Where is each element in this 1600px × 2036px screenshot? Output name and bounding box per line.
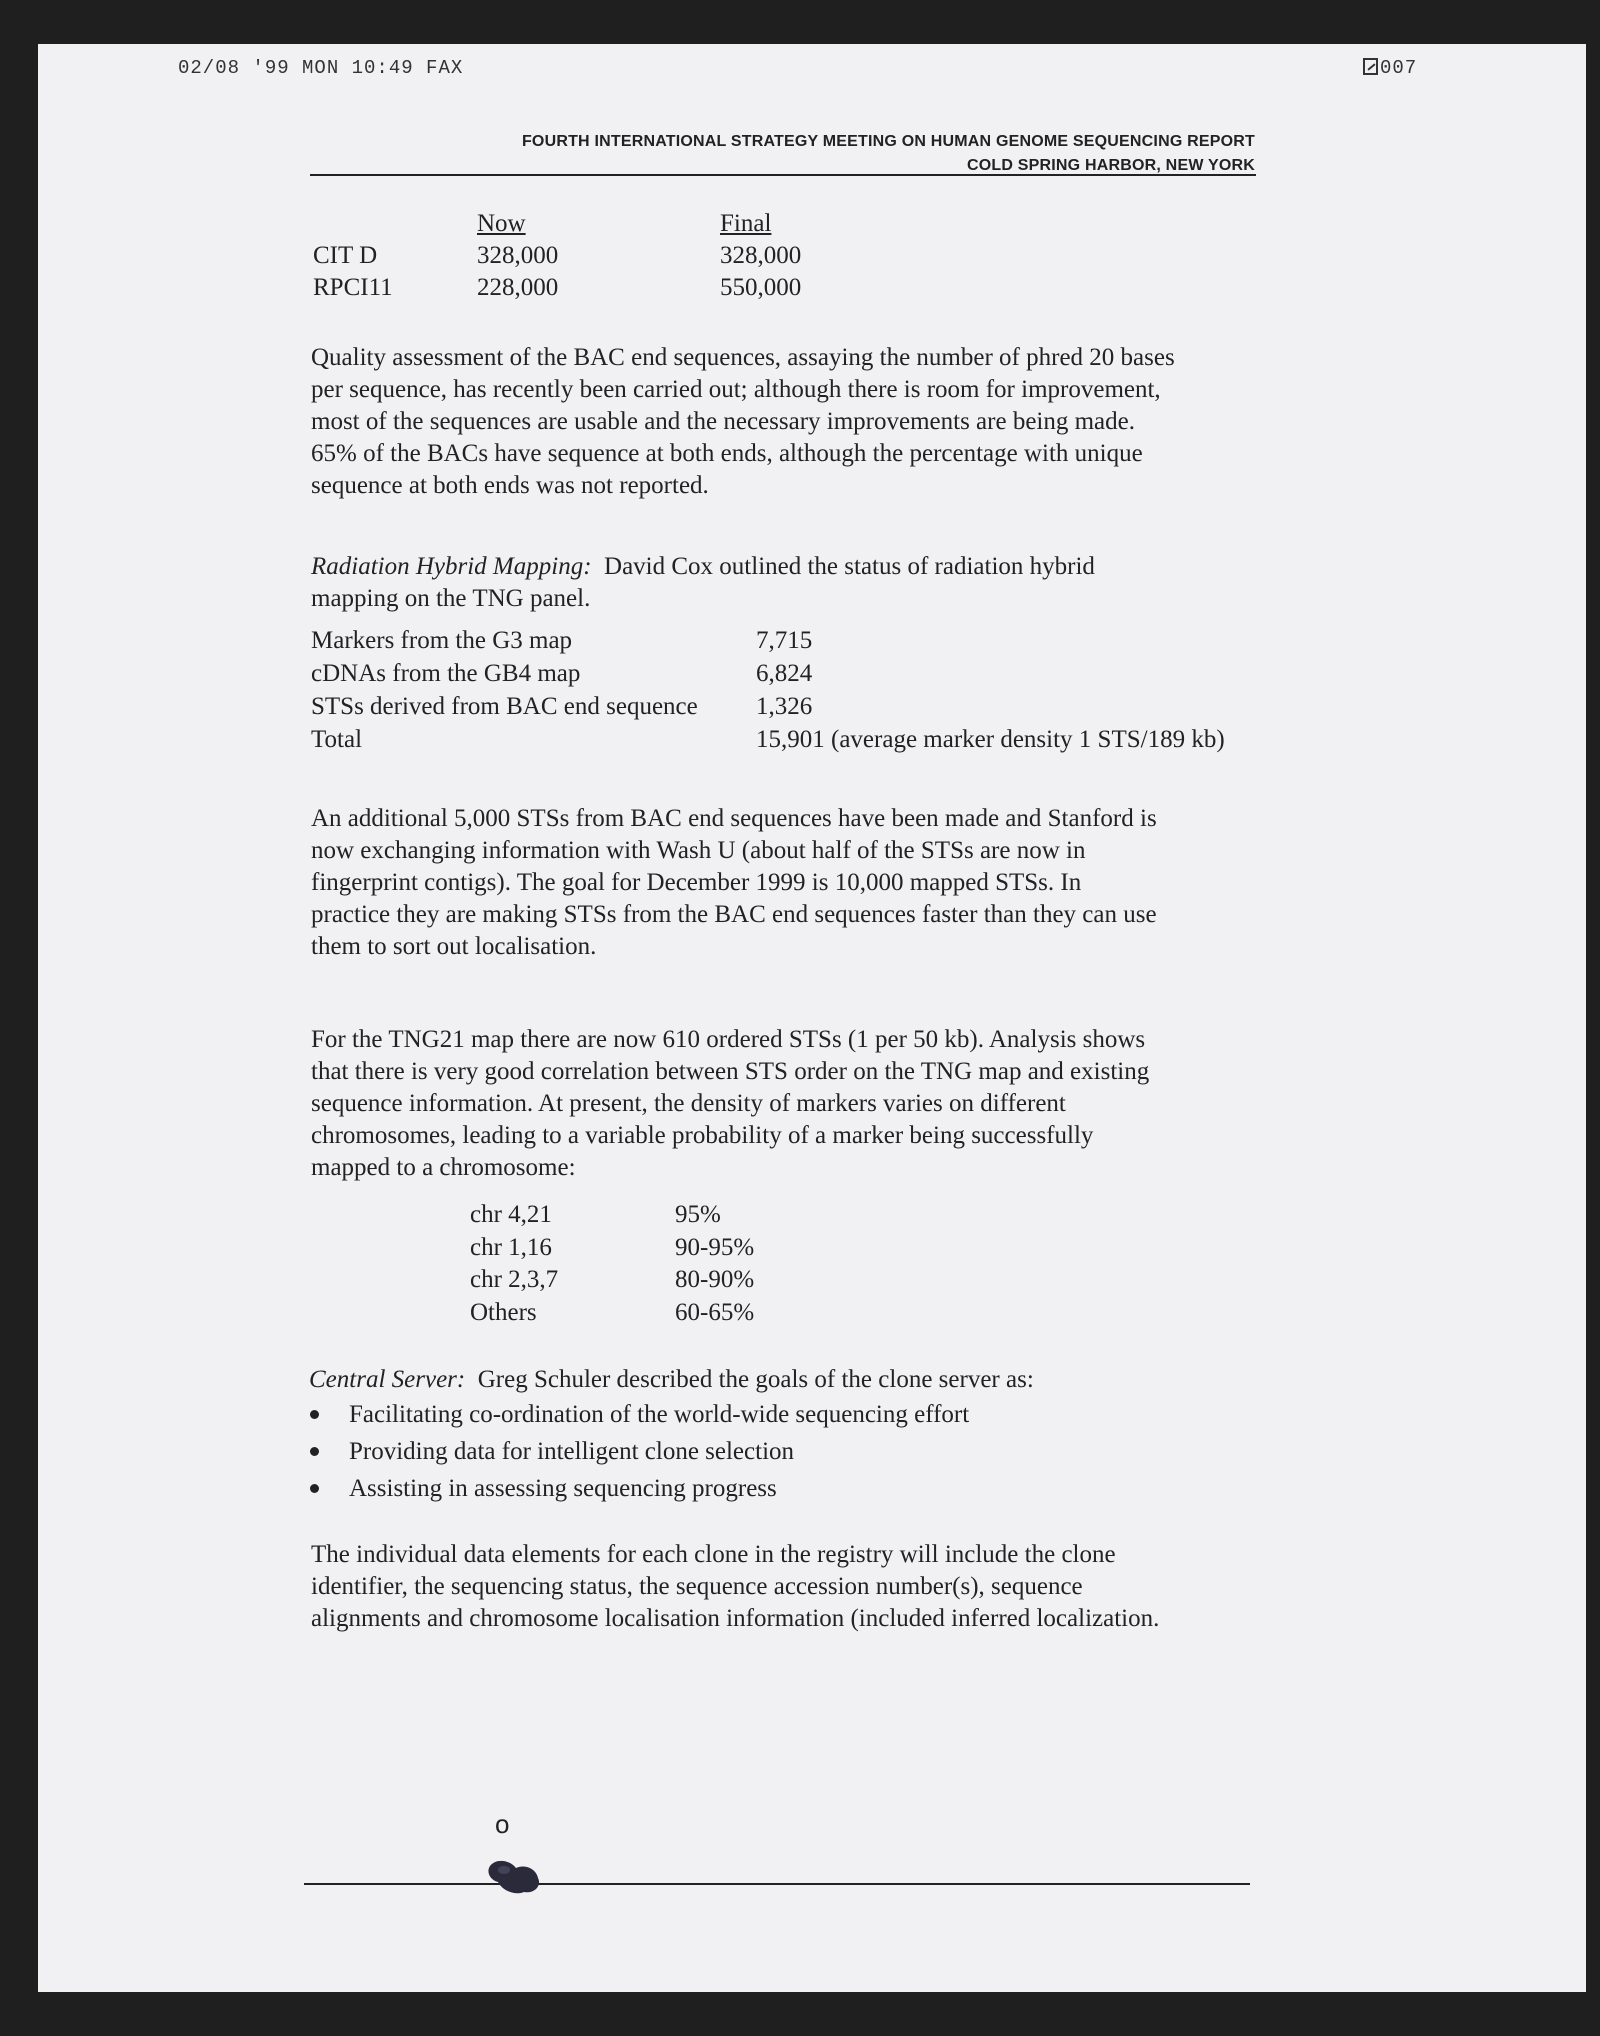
radiation-intro: [311, 551, 1095, 583]
radiation-heading: Radiation Hybrid Mapping:: [311, 553, 592, 580]
bullet-icon: [310, 1447, 319, 1456]
radiation-row-value: 6,824: [756, 660, 813, 687]
chromosome-label: chr 1,16: [470, 1234, 552, 1261]
radiation-row-value: 15,901 (average marker density 1 STS/189 kb): [756, 726, 1225, 753]
header-rule: [310, 174, 1256, 176]
central-server-bullet: Providing data for intelligent clone selection: [349, 1438, 795, 1465]
data-elements-paragraph: The individual data elements for each clone in the registry will include the clone identifier, the sequencing status, the sequence accession number(s), sequence alignments and chromosome localisation information (included inferred localization.: [311, 1541, 1160, 1632]
radiation-row-label: Total: [311, 726, 363, 753]
fax-page-number: 007: [1380, 57, 1418, 79]
chromosome-label: chr 2,3,7: [470, 1266, 559, 1293]
fax-timestamp: 02/08 '99 MON 10:49 FAX: [178, 57, 464, 79]
radiation-intro-line1: David Cox outlined the status of radiation hybrid: [604, 553, 1095, 580]
report-location: COLD SPRING HARBOR, NEW YORK: [967, 157, 1255, 174]
fax-page-number-group: [1363, 57, 1417, 79]
sts-paragraph: An additional 5,000 STSs from BAC end sequences have been made and Stanford is now exchanging information with Wash U (about half of the STSs are now in fingerprint contigs). The goal for December 1999 is 10,000 mapped STSs. In practice they are making STSs from the BAC end sequences faster than they can use them to sort out localisation.: [311, 805, 1157, 960]
bac-row-final: 328,000: [720, 242, 802, 269]
radiation-row-value: 7,715: [756, 627, 813, 654]
radiation-row-label: cDNAs from the GB4 map: [311, 660, 581, 687]
chromosome-percent: 80-90%: [675, 1266, 755, 1293]
central-server-intro: [309, 1364, 1034, 1396]
radiation-row-value: 1,326: [756, 693, 813, 720]
chromosome-percent: 60-65%: [675, 1299, 755, 1326]
footer-rule: [304, 1883, 1250, 1885]
report-title: FOURTH INTERNATIONAL STRATEGY MEETING ON HUMAN GENOME SEQUENCING REPORT: [521, 133, 1255, 150]
radiation-intro-line2: mapping on the TNG panel.: [311, 585, 591, 612]
radiation-row-label: Markers from the G3 map: [311, 627, 573, 654]
document-page: [38, 44, 1586, 1992]
bac-row-now: 328,000: [477, 242, 559, 269]
central-server-intro-text: Greg Schuler described the goals of the clone server as:: [477, 1366, 1034, 1393]
radiation-row-label: STSs derived from BAC end sequence: [311, 693, 698, 720]
bac-row-label: CIT D: [313, 242, 378, 269]
bac-header-now: Now: [477, 210, 526, 237]
footer-page-mark: o: [495, 1809, 510, 1839]
chromosome-label: Others: [470, 1299, 537, 1326]
bac-row-final: 550,000: [720, 274, 802, 301]
central-server-bullet: Facilitating co-ordination of the world-wide sequencing effort: [349, 1401, 970, 1428]
quality-paragraph: Quality assessment of the BAC end sequences, assaying the number of phred 20 bases per sequence, has recently been carried out; although there is room for improvement, most of the sequences are usable and the necessary improvements are being made. 65% of the BACs have sequence at both ends, although the percentage with unique sequence at both ends was not reported.: [311, 344, 1175, 499]
ink-smudge-icon: [484, 1856, 546, 1898]
fax-page-icon: [1363, 58, 1378, 75]
chromosome-percent: 95%: [675, 1201, 721, 1228]
bullet-icon: [310, 1484, 319, 1493]
central-server-bullet: Assisting in assessing sequencing progress: [349, 1475, 777, 1502]
chromosome-percent: 90-95%: [675, 1234, 755, 1261]
bullet-icon: [310, 1410, 319, 1419]
bac-header-final: Final: [720, 210, 772, 237]
bac-row-now: 228,000: [477, 274, 559, 301]
chromosome-label: chr 4,21: [470, 1201, 552, 1228]
central-server-heading: Central Server:: [309, 1366, 466, 1393]
bac-row-label: RPCI11: [313, 274, 393, 301]
tng21-paragraph: For the TNG21 map there are now 610 ordered STSs (1 per 50 kb). Analysis shows that there is very good correlation between STS order on the TNG map and existing sequence information. At present, the density of markers varies on different chromosomes, leading to a variable probability of a marker being successfully mapped to a chromosome:: [311, 1026, 1150, 1181]
